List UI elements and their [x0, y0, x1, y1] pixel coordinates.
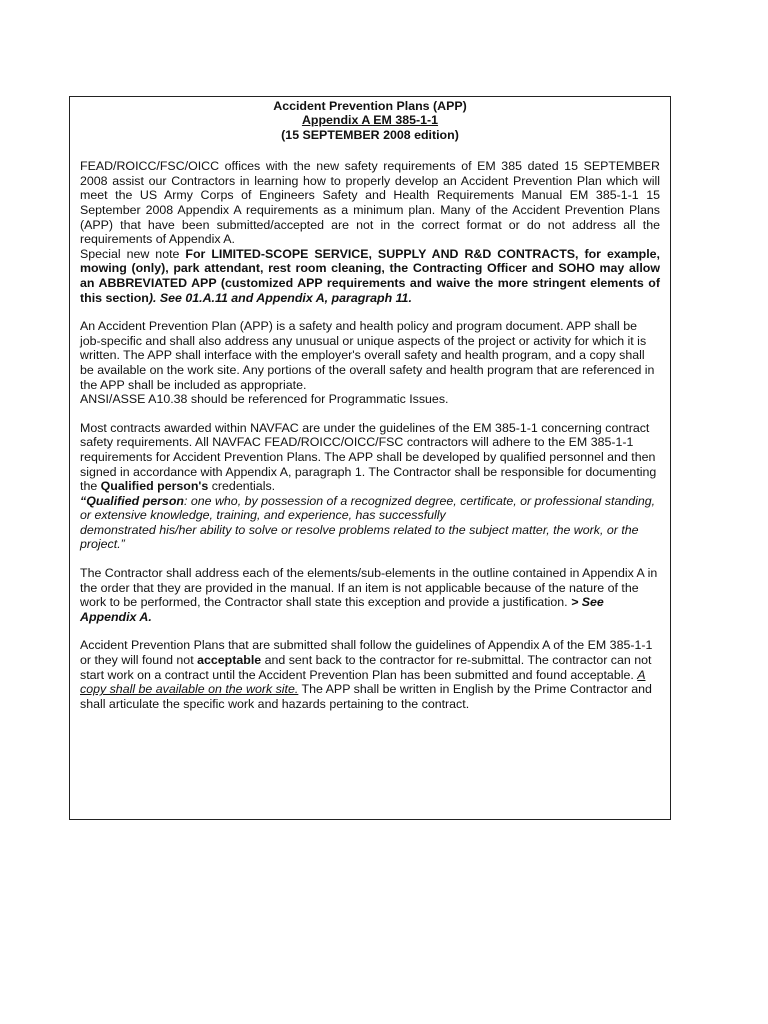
doc-subtitle-edition: (15 SEPTEMBER 2008 edition): [281, 127, 459, 142]
paragraph-navfac: Most contracts awarded within NAVFAC are under the guidelines of the EM 385-1-1 concerning contract safety requirements. All NAVFAC FEAD/ROICC/OICC/FSC contractors will adhere to the EM 385-1-1 requirements for Accident Prevention Plans. The APP shall be developed by qualified personnel and then signed in accordance with Appendix A, paragraph 1. The Contractor shall be responsible for documenting the Qualified person's credentials.: [80, 420, 657, 494]
paragraph-special-note: Special new note For LIMITED-SCOPE SERVICE, SUPPLY AND R&D CONTRACTS, for example, mowing (only), park attendant, rest room cleaning, the Contracting Officer and SOHO may allow an ABBREVIATED APP (customized APP requirements and waive the more stringent elements of this section). See 01.A.11 and Appendix A, paragraph 11.: [80, 246, 660, 305]
paragraph-elements: The Contractor shall address each of the elements/sub-elements in the outline contained in Appendix A in the order that they are provided in the manual. If an item is not applicable because of the nature of the work to be performed, the Contractor shall state this exception and provide a justification. > See Appendix A.: [80, 566, 658, 624]
paragraph-submittal: Accident Prevention Plans that are submitted shall follow the guidelines of Appendix A of the EM 385-1-1 or they will found not acceptable and sent back to the contractor for re-submittal. The contractor can not start work on a contract until the Accident Prevention Plan has been submitted and found acceptable. A copy shall be available on the work site. The APP shall be written in English by the Prime Contractor and shall articulate the specific work and hazards pertaining to the contract.: [80, 638, 653, 711]
document-content: [80, 99, 660, 711]
paragraph-intro: FEAD/ROICC/FSC/OICC offices with the new safety requirements of EM 385 dated 15 SEPTEMBER 2008 assist our Contractors in learning how to properly develop an Accident Prevention Plan which will meet the US Army Corps of Engineers Safety and Health Requirements Manual EM 385-1-1 15 September 2008 Appendix A requirements as a minimum plan. Many of the Accident Prevention Plans (APP) that have been submitted/accepted are not in the correct format or do not address all the requirements of Appendix A.: [80, 159, 660, 247]
doc-title: Accident Prevention Plans (APP): [273, 99, 467, 113]
doc-subtitle-appendix: Appendix A EM 385-1-1: [301, 113, 439, 128]
paragraph-qualified-person: “Qualified person: one who, by possession of a recognized degree, certificate, or professional standing, or extensive knowledge, training, and experience, has successfully demonstrated his/her ability to solve or resolve problems related to the subject matter, the work, or the project.”: [80, 493, 656, 552]
document-frame: [69, 96, 671, 820]
paragraph-app-definition: An Accident Prevention Plan (APP) is a safety and health policy and program document. APP shall be job-specific and shall also address any unusual or unique aspects of the project or activity for which it is written. The APP shall interface with the employer's overall safety and health program, and a copy shall be available on the work site. Any portions of the overall safety and health program that are referenced in the APP shall be included as appropriate. ANSI/ASSE A10.38 should be referenced for Programmatic Issues.: [80, 319, 655, 407]
